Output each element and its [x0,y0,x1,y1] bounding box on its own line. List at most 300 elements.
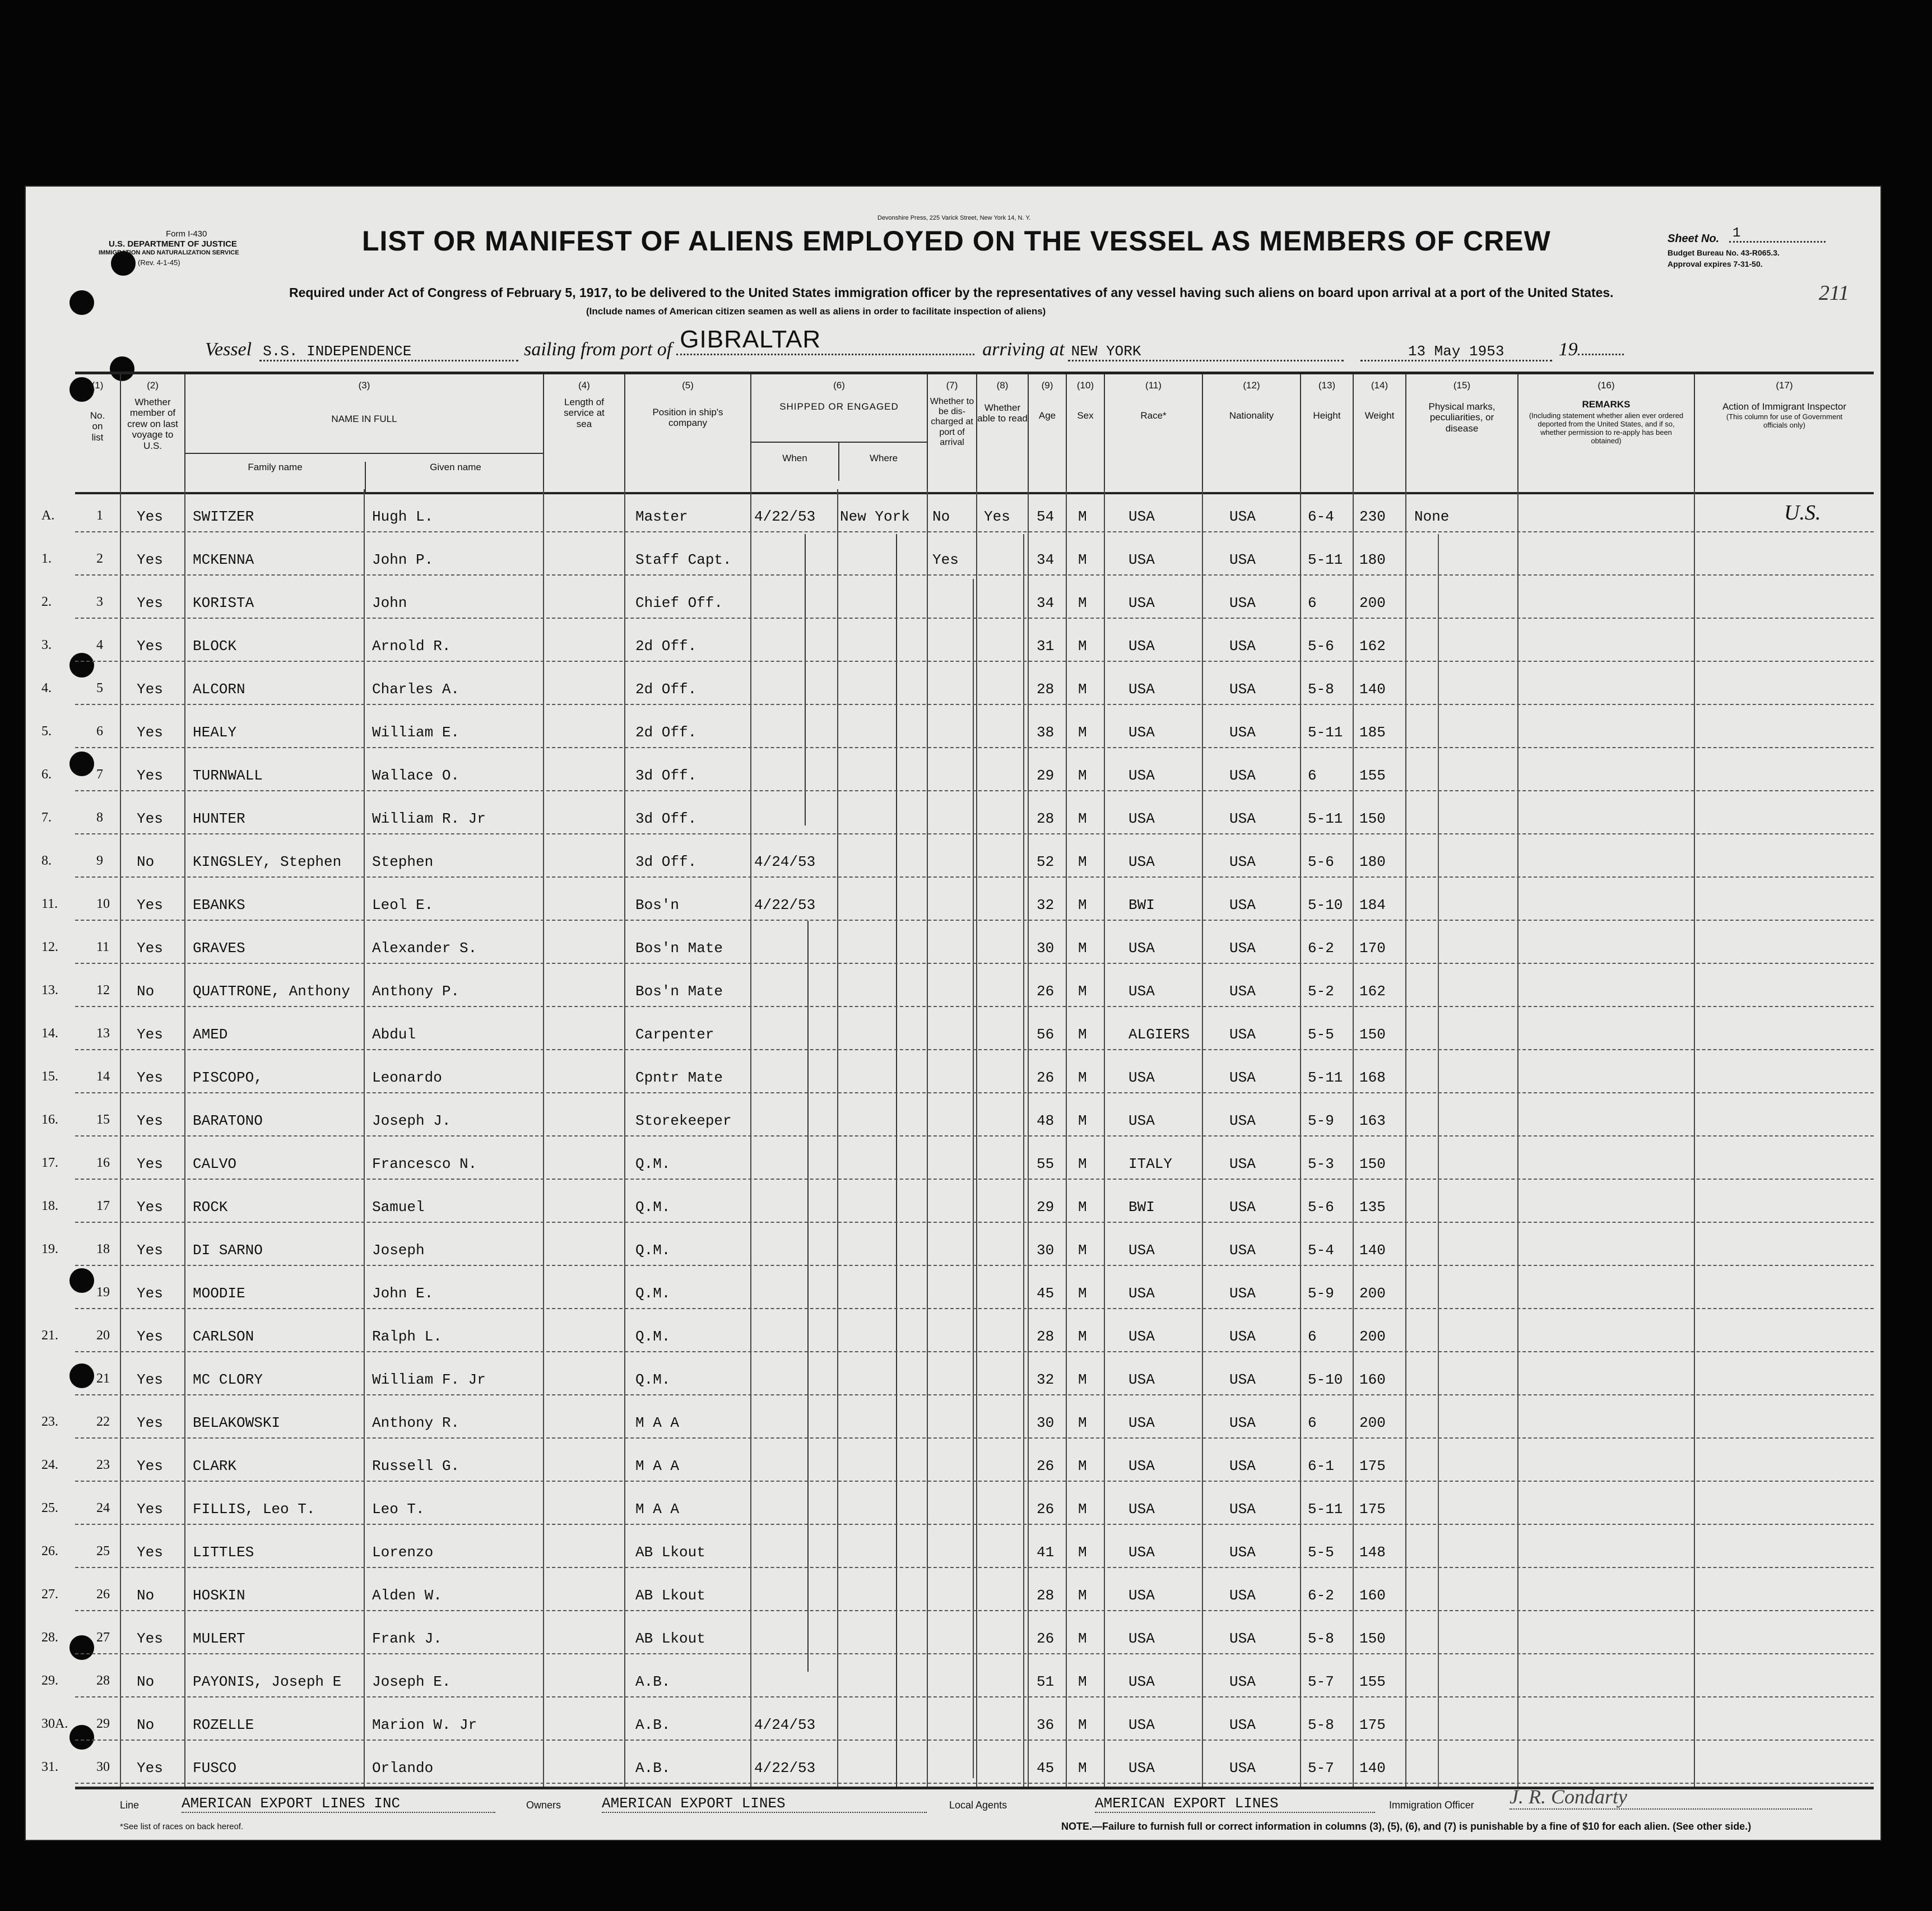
row-age: 55 [1037,1156,1055,1172]
row-sex: M [1078,1501,1087,1518]
header-col-6: (6) SHIPPED OR ENGAGED When Where [750,374,927,492]
row-weight: 200 [1359,595,1386,611]
row-last-voyage: Yes [137,724,163,741]
table-row [41,748,1874,791]
row-age: 54 [1037,508,1055,525]
row-number: 10 [96,897,110,911]
row-nationality: USA [1229,1760,1256,1777]
row-mark: 2. [41,595,52,609]
row-given-name: Abdul [372,1026,416,1043]
sheet-label: Sheet No. [1668,233,1720,245]
row-sex: M [1078,1544,1087,1561]
row-family-name: CALVO [193,1156,237,1172]
line-value: AMERICAN EXPORT LINES INC [182,1795,495,1813]
punch-hole [69,290,94,315]
row-position: Bos'n [635,897,680,913]
row-height: 6-4 [1308,508,1334,525]
row-nationality: USA [1229,1156,1256,1172]
table-row [41,791,1874,834]
row-nationality: USA [1229,983,1256,1000]
row-given-name: Lorenzo [372,1544,434,1561]
row-family-name: FILLIS, Leo T. [193,1501,315,1518]
row-position: Q.M. [635,1242,671,1259]
table-row [41,1007,1874,1050]
row-given-name: William E. [372,724,460,741]
row-last-voyage: No [137,1587,155,1604]
row-nationality: USA [1229,724,1256,741]
table-row [41,1309,1874,1352]
row-age: 36 [1037,1717,1055,1733]
budget-bureau: Budget Bureau No. 43-R065.3. [1668,248,1780,257]
row-mark: 23. [41,1414,58,1429]
row-age: 30 [1037,1414,1055,1431]
row-sex: M [1078,767,1087,784]
row-nationality: USA [1229,1673,1256,1690]
header-col-7: (7) Whether to be dis-charged at port of arrival [927,374,976,492]
row-race: USA [1128,508,1155,525]
row-last-voyage: Yes [137,767,163,784]
row-height: 6-2 [1308,1587,1334,1604]
required-text: Required under Act of Congress of February 5, 1917, to be delivered to the United States immigration officer by the representatives of any vessel having such aliens on board upon arrival at a port of the United States. [289,285,1614,300]
row-nationality: USA [1229,1285,1256,1302]
row-position: A.B. [635,1760,671,1777]
table-row [41,1568,1874,1611]
row-age: 28 [1037,1328,1055,1345]
row-last-voyage: Yes [137,940,163,957]
table-row [75,1352,1874,1395]
row-height: 5-6 [1308,1199,1334,1216]
row-last-voyage: No [137,1717,155,1733]
row-last-voyage: Yes [137,1458,163,1474]
owners-value: AMERICAN EXPORT LINES [602,1795,927,1813]
row-mark: 21. [41,1328,58,1343]
row-mark: A. [41,508,55,523]
row-family-name: QUATTRONE, Anthony [193,983,350,1000]
row-mark: 29. [41,1673,58,1688]
row-given-name: Joseph [372,1242,425,1259]
row-family-name: HUNTER [193,810,245,827]
header-col-4: (4) Length of service at sea [543,374,624,492]
header-col-8: (8) Whether able to read [976,374,1028,492]
agents-label: Local Agents [949,1799,1007,1811]
row-age: 52 [1037,854,1055,870]
row-age: 26 [1037,983,1055,1000]
row-age: 28 [1037,1587,1055,1604]
row-mark: 25. [41,1501,58,1515]
table-row [41,1050,1874,1093]
row-mark: 1. [41,551,52,566]
row-family-name: KORISTA [193,595,254,611]
row-mark: 6. [41,767,52,782]
row-weight: 162 [1359,983,1386,1000]
row-height: 6 [1308,767,1317,784]
table-row [41,576,1874,619]
row-position: 3d Off. [635,854,697,870]
row-mark: 3. [41,638,52,652]
row-position: Carpenter [635,1026,714,1043]
row-mark: 27. [41,1587,58,1602]
row-sex: M [1078,1285,1087,1302]
row-height: 5-11 [1308,810,1343,827]
row-position: M A A [635,1458,680,1474]
row-height: 5-5 [1308,1544,1334,1561]
row-family-name: MC CLORY [193,1371,263,1388]
row-nationality: USA [1229,1414,1256,1431]
row-number: 29 [96,1717,110,1731]
row-number: 6 [96,724,103,739]
row-weight: 140 [1359,1760,1386,1777]
crew-table [41,489,1874,1784]
row-last-voyage: No [137,1673,155,1690]
row-given-name: William F. Jr [372,1371,486,1388]
include-text: (Include names of American citizen seamen as well as aliens in order to facilitate inspection of aliens) [586,306,1046,317]
row-mark: 5. [41,724,52,739]
row-position: 2d Off. [635,681,697,698]
row-last-voyage: Yes [137,551,163,568]
row-number: 30 [96,1760,110,1774]
officer-signature: J. R. Condarty [1510,1785,1812,1810]
row-age: 30 [1037,1242,1055,1259]
row-race: USA [1128,1328,1155,1345]
row-given-name: Hugh L. [372,508,434,525]
row-last-voyage: Yes [137,1069,163,1086]
header-col-5: (5) Position in ship's company [624,374,750,492]
row-age: 26 [1037,1630,1055,1647]
row-weight: 135 [1359,1199,1386,1216]
row-number: 1 [96,508,103,523]
row-weight: 155 [1359,1673,1386,1690]
row-position: A.B. [635,1673,671,1690]
row-mark: 14. [41,1026,58,1041]
row-nationality: USA [1229,1630,1256,1647]
row-weight: 160 [1359,1371,1386,1388]
row-last-voyage: Yes [137,810,163,827]
row-mark: 24. [41,1458,58,1472]
row-weight: 148 [1359,1544,1386,1561]
row-height: 6-2 [1308,940,1334,957]
row-mark: 26. [41,1544,58,1559]
row-position: Chief Off. [635,595,723,611]
row-height: 5-11 [1308,551,1343,568]
table-row [41,1611,1874,1654]
row-height: 6 [1308,1414,1317,1431]
row-height: 5-10 [1308,1371,1343,1388]
row-nationality: USA [1229,767,1256,784]
table-row [41,705,1874,748]
row-nationality: USA [1229,1501,1256,1518]
row-sex: M [1078,508,1087,525]
row-position: 2d Off. [635,638,697,655]
row-race: USA [1128,1112,1155,1129]
row-number: 23 [96,1458,110,1472]
row-last-voyage: Yes [137,1414,163,1431]
row-age: 38 [1037,724,1055,741]
row-number: 11 [96,940,110,954]
row-last-voyage: Yes [137,1112,163,1129]
row-race: USA [1128,1069,1155,1086]
row-age: 45 [1037,1285,1055,1302]
row-number: 5 [96,681,103,695]
row-number: 28 [96,1673,110,1688]
row-inspector-action: U.S. [1784,501,1821,525]
row-mark: 13. [41,983,58,998]
row-position: AB Lkout [635,1630,705,1647]
row-number: 8 [96,810,103,825]
row-given-name: Orlando [372,1760,434,1777]
row-given-name: Stephen [372,854,434,870]
row-last-voyage: No [137,983,155,1000]
row-number: 12 [96,983,110,998]
table-row [41,1223,1874,1266]
row-race: USA [1128,1458,1155,1474]
row-sex: M [1078,681,1087,698]
row-age: 31 [1037,638,1055,655]
row-race: USA [1128,767,1155,784]
row-sex: M [1078,1026,1087,1043]
row-age: 30 [1037,940,1055,957]
header-col-11: (11) Race* [1104,374,1202,492]
row-given-name: Charles A. [372,681,460,698]
row-nationality: USA [1229,1199,1256,1216]
table-row [41,532,1874,576]
header-col-13: (13) Height [1300,374,1353,492]
row-mark: 19. [41,1242,58,1256]
row-last-voyage: Yes [137,1544,163,1561]
line-label: Line [120,1799,140,1811]
header-col-2: (2) Whether member of crew on last voyage to U.S. [120,374,184,492]
voyage-line [205,326,1624,363]
row-weight: 140 [1359,681,1386,698]
row-height: 5-9 [1308,1285,1334,1302]
row-position: Bos'n Mate [635,940,723,957]
row-sex: M [1078,1717,1087,1733]
row-position: Q.M. [635,1328,671,1345]
row-weight: 185 [1359,724,1386,741]
row-height: 5-6 [1308,638,1334,655]
row-sex: M [1078,810,1087,827]
row-nationality: USA [1229,940,1256,957]
row-last-voyage: Yes [137,1285,163,1302]
row-age: 26 [1037,1458,1055,1474]
row-position: Storekeeper [635,1112,732,1129]
row-weight: 200 [1359,1414,1386,1431]
table-row [41,1482,1874,1525]
row-family-name: GRAVES [193,940,245,957]
row-height: 5-11 [1308,724,1343,741]
row-age: 32 [1037,1371,1055,1388]
row-weight: 200 [1359,1328,1386,1345]
row-last-voyage: Yes [137,897,163,913]
row-able-to-read: Yes [984,508,1010,525]
row-shipped-when: 4/22/53 [754,897,816,913]
table-row [41,1180,1874,1223]
table-row [41,964,1874,1007]
row-nationality: USA [1229,551,1256,568]
row-race: USA [1128,1673,1155,1690]
row-number: 26 [96,1587,110,1602]
row-age: 28 [1037,681,1055,698]
row-given-name: Russell G. [372,1458,460,1474]
row-number: 24 [96,1501,110,1515]
row-number: 27 [96,1630,110,1645]
row-last-voyage: Yes [137,1371,163,1388]
row-mark: 16. [41,1112,58,1127]
row-race: USA [1128,1414,1155,1431]
row-shipped-where: New York [840,508,910,525]
row-age: 34 [1037,551,1055,568]
row-race: USA [1128,1501,1155,1518]
row-sex: M [1078,940,1087,957]
row-sex: M [1078,1414,1087,1431]
table-header [75,372,1874,494]
row-number: 15 [96,1112,110,1127]
row-weight: 175 [1359,1458,1386,1474]
row-given-name: Wallace O. [372,767,460,784]
row-family-name: MCKENNA [193,551,254,568]
row-sex: M [1078,595,1087,611]
row-mark: 4. [41,681,52,695]
row-nationality: USA [1229,1458,1256,1474]
row-height: 5-11 [1308,1069,1343,1086]
row-race: USA [1128,1242,1155,1259]
row-last-voyage: Yes [137,595,163,611]
row-position: Q.M. [635,1285,671,1302]
row-number: 22 [96,1414,110,1429]
row-race: USA [1128,1285,1155,1302]
row-position: Bos'n Mate [635,983,723,1000]
row-position: Cpntr Mate [635,1069,723,1086]
row-sex: M [1078,1242,1087,1259]
header-col-10: (10) Sex [1066,374,1104,492]
row-mark: 7. [41,810,52,825]
row-last-voyage: Yes [137,681,163,698]
row-sex: M [1078,1328,1087,1345]
row-position: 2d Off. [635,724,697,741]
row-height: 5-7 [1308,1673,1334,1690]
row-family-name: TURNWALL [193,767,263,784]
row-height: 5-10 [1308,897,1343,913]
row-family-name: CLARK [193,1458,237,1474]
row-family-name: BLOCK [193,638,237,655]
row-position: 3d Off. [635,767,697,784]
row-family-name: MOODIE [193,1285,245,1302]
row-last-voyage: No [137,854,155,870]
row-height: 5-2 [1308,983,1334,1000]
row-race: USA [1128,1717,1155,1733]
footer [75,1785,1874,1832]
row-sex: M [1078,1587,1087,1604]
row-height: 5-9 [1308,1112,1334,1129]
row-physical-marks: None [1414,508,1450,525]
row-height: 6 [1308,595,1317,611]
row-sex: M [1078,551,1087,568]
row-number: 4 [96,638,103,652]
row-race: USA [1128,1544,1155,1561]
row-given-name: Joseph E. [372,1673,451,1690]
row-sex: M [1078,1630,1087,1647]
row-sex: M [1078,1199,1087,1216]
row-mark: 17. [41,1156,58,1170]
row-family-name: LITTLES [193,1544,254,1561]
row-position: A.B. [635,1717,671,1733]
row-weight: 175 [1359,1717,1386,1733]
row-weight: 163 [1359,1112,1386,1129]
row-race: USA [1128,983,1155,1000]
row-number: 19 [96,1285,110,1300]
table-row [41,878,1874,921]
table-row [41,619,1874,662]
table-row [41,1654,1874,1697]
row-sex: M [1078,983,1087,1000]
row-height: 6 [1308,1328,1317,1345]
table-row [41,1697,1874,1741]
row-height: 5-8 [1308,1717,1334,1733]
header-col-15: (15) Physical marks, peculiarities, or disease [1405,374,1517,492]
row-given-name: Anthony R. [372,1414,460,1431]
row-race: USA [1128,1587,1155,1604]
row-sex: M [1078,1112,1087,1129]
table-row [41,489,1874,532]
row-weight: 180 [1359,854,1386,870]
row-age: 29 [1037,767,1055,784]
table-row [41,1741,1874,1784]
row-nationality: USA [1229,854,1256,870]
row-family-name: BARATONO [193,1112,263,1129]
row-nationality: USA [1229,897,1256,913]
row-given-name: John E. [372,1285,434,1302]
year-label: 19 [1558,339,1578,360]
row-number: 17 [96,1199,110,1213]
row-height: 5-8 [1308,1630,1334,1647]
row-race: USA [1128,854,1155,870]
row-discharged: No [932,508,950,525]
row-sex: M [1078,1673,1087,1690]
row-number: 14 [96,1069,110,1084]
row-given-name: Leol E. [372,897,434,913]
sheet-number: 1 [1729,226,1826,243]
row-family-name: HEALY [193,724,237,741]
row-given-name: Frank J. [372,1630,442,1647]
row-weight: 200 [1359,1285,1386,1302]
row-given-name: John P. [372,551,434,568]
row-given-name: Alexander S. [372,940,477,957]
row-race: USA [1128,810,1155,827]
row-age: 48 [1037,1112,1055,1129]
table-row [41,1439,1874,1482]
table-row [41,834,1874,878]
row-last-voyage: Yes [137,1026,163,1043]
row-given-name: Marion W. Jr [372,1717,477,1733]
header-where: Where [838,442,928,481]
row-nationality: USA [1229,595,1256,611]
row-weight: 140 [1359,1242,1386,1259]
row-position: AB Lkout [635,1544,705,1561]
races-note: *See list of races on back hereof. [120,1822,244,1831]
row-age: 51 [1037,1673,1055,1690]
row-nationality: USA [1229,638,1256,655]
row-position: AB Lkout [635,1587,705,1604]
row-race: USA [1128,1371,1155,1388]
row-position: Staff Capt. [635,551,732,568]
table-row [75,1266,1874,1309]
sailing-label: sailing from port of [524,339,672,360]
row-weight: 170 [1359,940,1386,957]
header-given-name: Given name [365,462,545,492]
row-weight: 160 [1359,1587,1386,1604]
table-row [41,1525,1874,1568]
penalty-note: NOTE.—Failure to furnish full or correct information in columns (3), (5), (6), and (7) is punishable by a fine of $10 for each alien. (See other side.) [1061,1821,1752,1832]
row-given-name: William R. Jr [372,810,486,827]
